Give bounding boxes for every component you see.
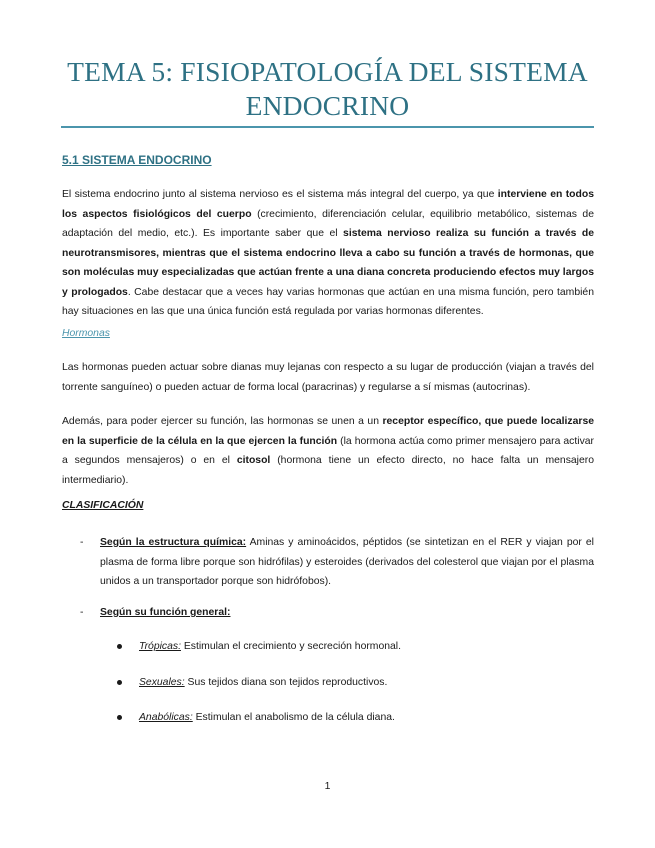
subheading-hormonas: Hormonas [62,328,110,339]
bullet-text: Estimulan el anabolismo de la célula diana. [192,712,395,723]
bold-run: receptor específico, que puede localizarse en la superficie de la célula en la que ejercen la función [62,416,595,447]
receptor-paragraph [62,412,594,490]
bullet-label: Anabólicas: [139,712,193,723]
intro-paragraph [62,185,594,322]
clasificacion-heading: CLASIFICACIÓN [62,500,144,511]
hormones-paragraph: Las hormonas pueden actuar sobre dianas muy lejanas con respecto a su lugar de producción (viajan a través del torrente sanguíneo) o pueden actuar de forma local (paracrinas) y regularse a sí mismas (autocrinas). [62,362,594,393]
bullet-label: Trópicas: [139,641,181,652]
bullet-text: Estimulan el crecimiento y secreción hormonal. [180,641,401,652]
list-item-estructura [80,533,594,592]
dash-marker: - [80,607,84,618]
text-run: (crecimiento, diferenciación celular, equilibrio metabólico, sistemas de adaptación del medio, etc.). Es importante saber que el [62,208,594,239]
bullet-item-tropicas [117,637,594,657]
bullet-icon [117,715,122,720]
bullet-icon [117,644,122,649]
bullet-label: Sexuales: [139,677,185,688]
text-run: Además, para poder ejercer su función, las hormonas se unen a un [62,416,383,427]
text-run: . Cabe destacar que a veces hay varias hormonas que actúan en una misma función, pero también hay situaciones en las que una única función está regulada por varias hormonas diferentes. [62,286,594,317]
section-heading: 5.1 SISTEMA ENDOCRINO [62,153,212,167]
text-run: (la hormona actúa como primer mensajero para activar a segundos mensajeros) o en el [62,435,595,466]
bold-run: sistema nervioso realiza su función a través de neurotransmisores, mientras que el sistema endocrino lleva a cabo su función a través de hormonas, que son moléculas muy especializadas que actúan frente a una diana concreta produciendo efectos muy largos y prologados [62,228,595,298]
bullet-item-sexuales [117,673,594,693]
bullet-item-anabolicas [117,708,594,728]
bold-run: citosol [236,455,271,466]
list-item-label: Según su función general: [100,607,231,618]
text-run: El sistema endocrino junto al sistema nervioso es el sistema más integral del cuerpo, ya que [62,189,498,200]
title-line-1: TEMA 5: FISIOPATOLOGÍA DEL SISTEMA [67,56,588,87]
title-line-2: ENDOCRINO [245,90,410,121]
bullet-text: Sus tejidos diana son tejidos reproductivos. [184,677,388,688]
bullet-icon [117,680,122,685]
list-item-text: Aminas y aminoácidos, péptidos (se sintetizan en el RER y viajan por el plasma de forma libre porque son hidrófilas) y esteroides (derivados del colesterol que viajan por el plasma unidos a un transportador porque son hidrófobos). [100,537,594,587]
bold-run: interviene en todos los aspectos fisiológicos del cuerpo [62,189,594,220]
document-title [40,55,615,123]
list-item-label: Según la estructura química: [100,537,247,548]
dash-marker: - [80,537,84,548]
title-underline-rule [61,126,594,128]
list-item-funcion [80,603,594,623]
page-number: 1 [324,781,331,792]
text-run: (hormona tiene un efecto directo, no hace falta un mensajero intermediario). [62,455,594,486]
